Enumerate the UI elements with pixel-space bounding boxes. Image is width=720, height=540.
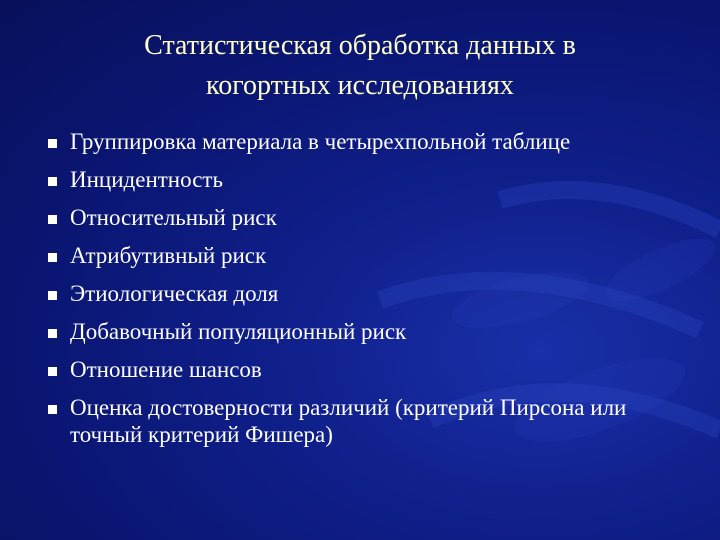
square-bullet-icon <box>48 139 57 148</box>
square-bullet-icon <box>48 291 57 300</box>
square-bullet-icon <box>48 405 57 414</box>
bullet-text: Группировка материала в четырехпольной таблице <box>70 129 571 154</box>
bullet-item <box>44 318 644 345</box>
bullet-item <box>44 204 644 231</box>
square-bullet-icon <box>48 329 57 338</box>
slide-title-line-2: когортных исследованиях <box>206 70 514 101</box>
bullet-text: Относительный риск <box>70 205 277 230</box>
bullet-item <box>44 394 644 448</box>
square-bullet-icon <box>48 215 57 224</box>
bullet-item <box>44 166 644 193</box>
bullet-item <box>44 242 644 269</box>
bullet-item <box>44 128 644 155</box>
slide-title-line-1: Статистическая обработка данных в <box>144 30 576 61</box>
bullet-item <box>44 280 644 307</box>
bullet-text: Атрибутивный риск <box>70 243 267 268</box>
square-bullet-icon <box>48 253 57 262</box>
bullet-text: Добавочный популяционный риск <box>70 319 407 344</box>
bullet-text: Этиологическая доля <box>70 281 279 306</box>
square-bullet-icon <box>48 367 57 376</box>
slide-title <box>40 26 680 106</box>
bullet-text: Инцидентность <box>70 167 223 192</box>
bullet-text: Отношение шансов <box>70 357 262 382</box>
bullet-text: Оценка достоверности различий (критерий Пирсона или точный критерий Фишера) <box>70 395 627 447</box>
square-bullet-icon <box>48 177 57 186</box>
bullet-item <box>44 356 644 383</box>
bullet-list <box>44 128 644 459</box>
